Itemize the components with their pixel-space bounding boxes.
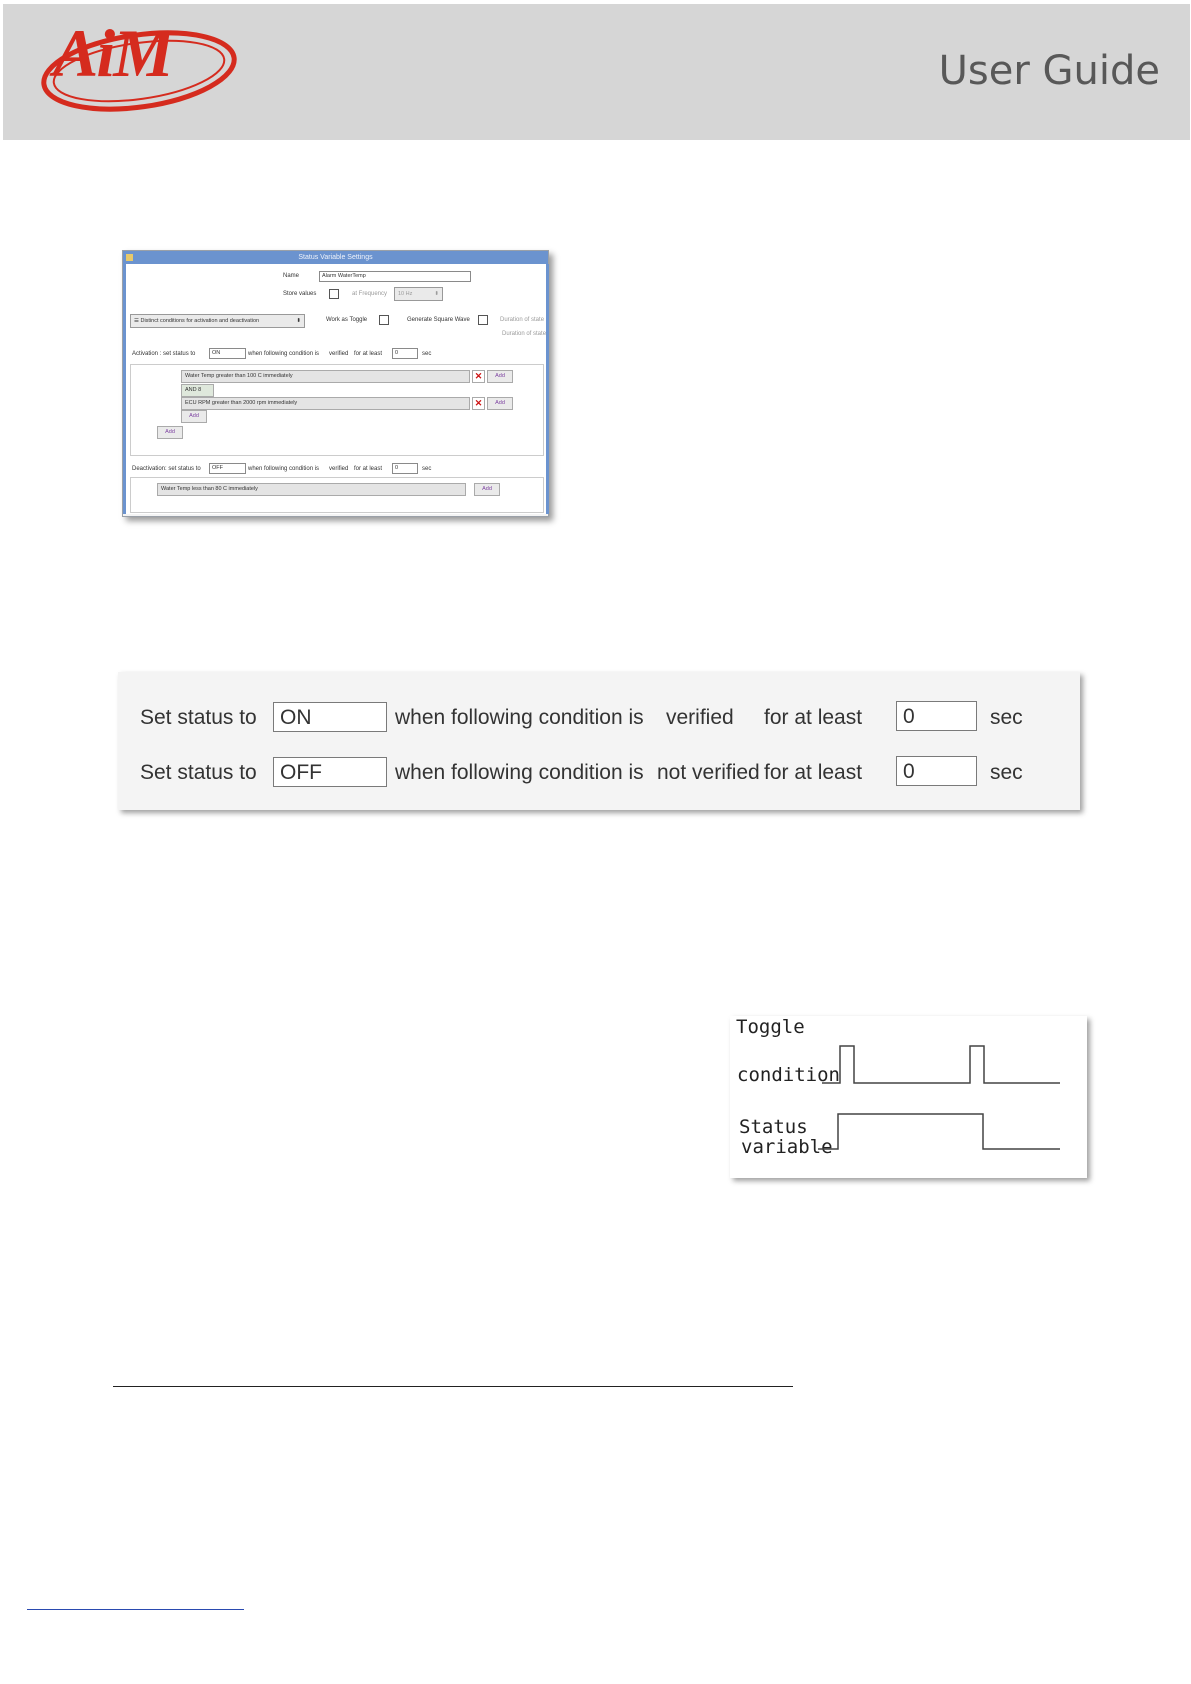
deactivation-seconds-field[interactable]: 0 (392, 463, 418, 474)
condition-row[interactable]: ECU RPM greater than 2000 rpm immediately (181, 397, 470, 410)
duration-label-2: Duration of state (502, 331, 547, 337)
mode-select[interactable] (130, 314, 305, 328)
condition-text: when following condition is (395, 761, 644, 784)
horizontal-rule (113, 1386, 793, 1387)
status-on-field[interactable]: ON (273, 702, 387, 732)
status-label: Status (739, 1116, 808, 1138)
condition-text: when following condition is (395, 706, 644, 729)
duration-label-1: Duration of state (500, 317, 545, 323)
condition-state: not verified (657, 761, 760, 784)
window-icon (126, 254, 133, 261)
activation-label: Activation : set status to (132, 351, 196, 357)
activation-duration-label: for at least (354, 351, 383, 357)
add-condition-button[interactable]: Add (487, 397, 513, 410)
add-group-button[interactable]: Add (157, 426, 183, 439)
store-values-label: Store values (283, 291, 317, 297)
footer-link-rule (27, 1609, 244, 1610)
set-status-label: Set status to (140, 761, 257, 784)
and-operator-value: AND (185, 387, 197, 393)
status-signal-line (818, 1114, 1060, 1149)
deactivation-unit: sec (422, 466, 432, 472)
activation-condition-text: when following condition is (248, 351, 320, 357)
status-off-field[interactable]: OFF (273, 757, 387, 787)
activation-verified-text: verified (329, 351, 349, 357)
seconds-field[interactable]: 0 (896, 701, 977, 731)
condition-label: condition (737, 1064, 840, 1086)
activation-unit: sec (422, 351, 432, 357)
seconds-unit: sec (990, 761, 1023, 784)
and-count: 8 (198, 387, 202, 393)
mode-select-value: Distinct conditions for activation and deactivation (140, 318, 260, 324)
condition-row[interactable]: Water Temp less than 80 C immediately (157, 483, 466, 496)
condition-signal-line (822, 1046, 1060, 1083)
activation-seconds-field[interactable]: 0 (392, 348, 418, 359)
name-field[interactable]: Alarm WaterTemp (319, 271, 471, 282)
deactivation-verified-text: verified (329, 466, 349, 472)
generate-square-wave-label: Generate Square Wave (407, 317, 470, 323)
status-variable-settings-dialog (122, 250, 549, 517)
frequency-select[interactable] (394, 287, 443, 301)
remove-condition-button[interactable]: ✕ (472, 370, 485, 383)
deactivation-status-field[interactable]: OFF (209, 463, 246, 474)
seconds-unit: sec (990, 706, 1023, 729)
generate-square-wave-checkbox[interactable] (478, 315, 488, 325)
deactivation-conditions-panel (130, 477, 544, 513)
logo-text: AiM (53, 15, 172, 91)
seconds-field[interactable]: 0 (896, 756, 977, 786)
condition-state: verified (666, 706, 734, 729)
deactivation-label: Deactivation: set status to (132, 466, 201, 472)
list-icon: ☰ (134, 318, 141, 324)
dialog-titlebar (123, 251, 548, 264)
dialog-body (123, 264, 549, 514)
toggle-diagram (730, 1016, 1087, 1178)
set-status-panel (118, 672, 1080, 810)
duration-label: for at least (764, 761, 863, 784)
work-as-toggle-label: Work as Toggle (326, 317, 368, 323)
add-condition-button[interactable]: Add (487, 370, 513, 383)
set-status-label: Set status to (140, 706, 257, 729)
variable-label: variable (741, 1136, 833, 1158)
store-values-checkbox[interactable] (329, 289, 339, 299)
activation-status-field[interactable]: ON (209, 348, 246, 359)
spinner-icon: ⬍ (296, 318, 301, 324)
page-header (3, 4, 1190, 140)
frequency-label: at Frequency (352, 291, 388, 297)
remove-condition-button[interactable]: ✕ (472, 397, 485, 410)
dialog-title: Status Variable Settings (298, 254, 373, 261)
deactivation-condition-text: when following condition is (248, 466, 320, 472)
spinner-icon: ⬍ (434, 291, 439, 297)
toggle-title: Toggle (736, 1016, 805, 1038)
duration-label: for at least (764, 706, 863, 729)
add-condition-button[interactable]: Add (474, 483, 500, 496)
activation-conditions-panel (130, 364, 544, 456)
condition-row[interactable]: Water Temp greater than 100 C immediately (181, 370, 470, 383)
add-and-condition-button[interactable]: Add (181, 410, 207, 423)
deactivation-duration-label: for at least (354, 466, 383, 472)
page-title: User Guide (938, 48, 1160, 94)
toggle-waveform (730, 1016, 1087, 1178)
work-as-toggle-checkbox[interactable] (379, 315, 389, 325)
name-label: Name (283, 273, 300, 279)
and-operator-select[interactable] (181, 384, 214, 397)
frequency-value: 10 Hz (398, 291, 413, 297)
